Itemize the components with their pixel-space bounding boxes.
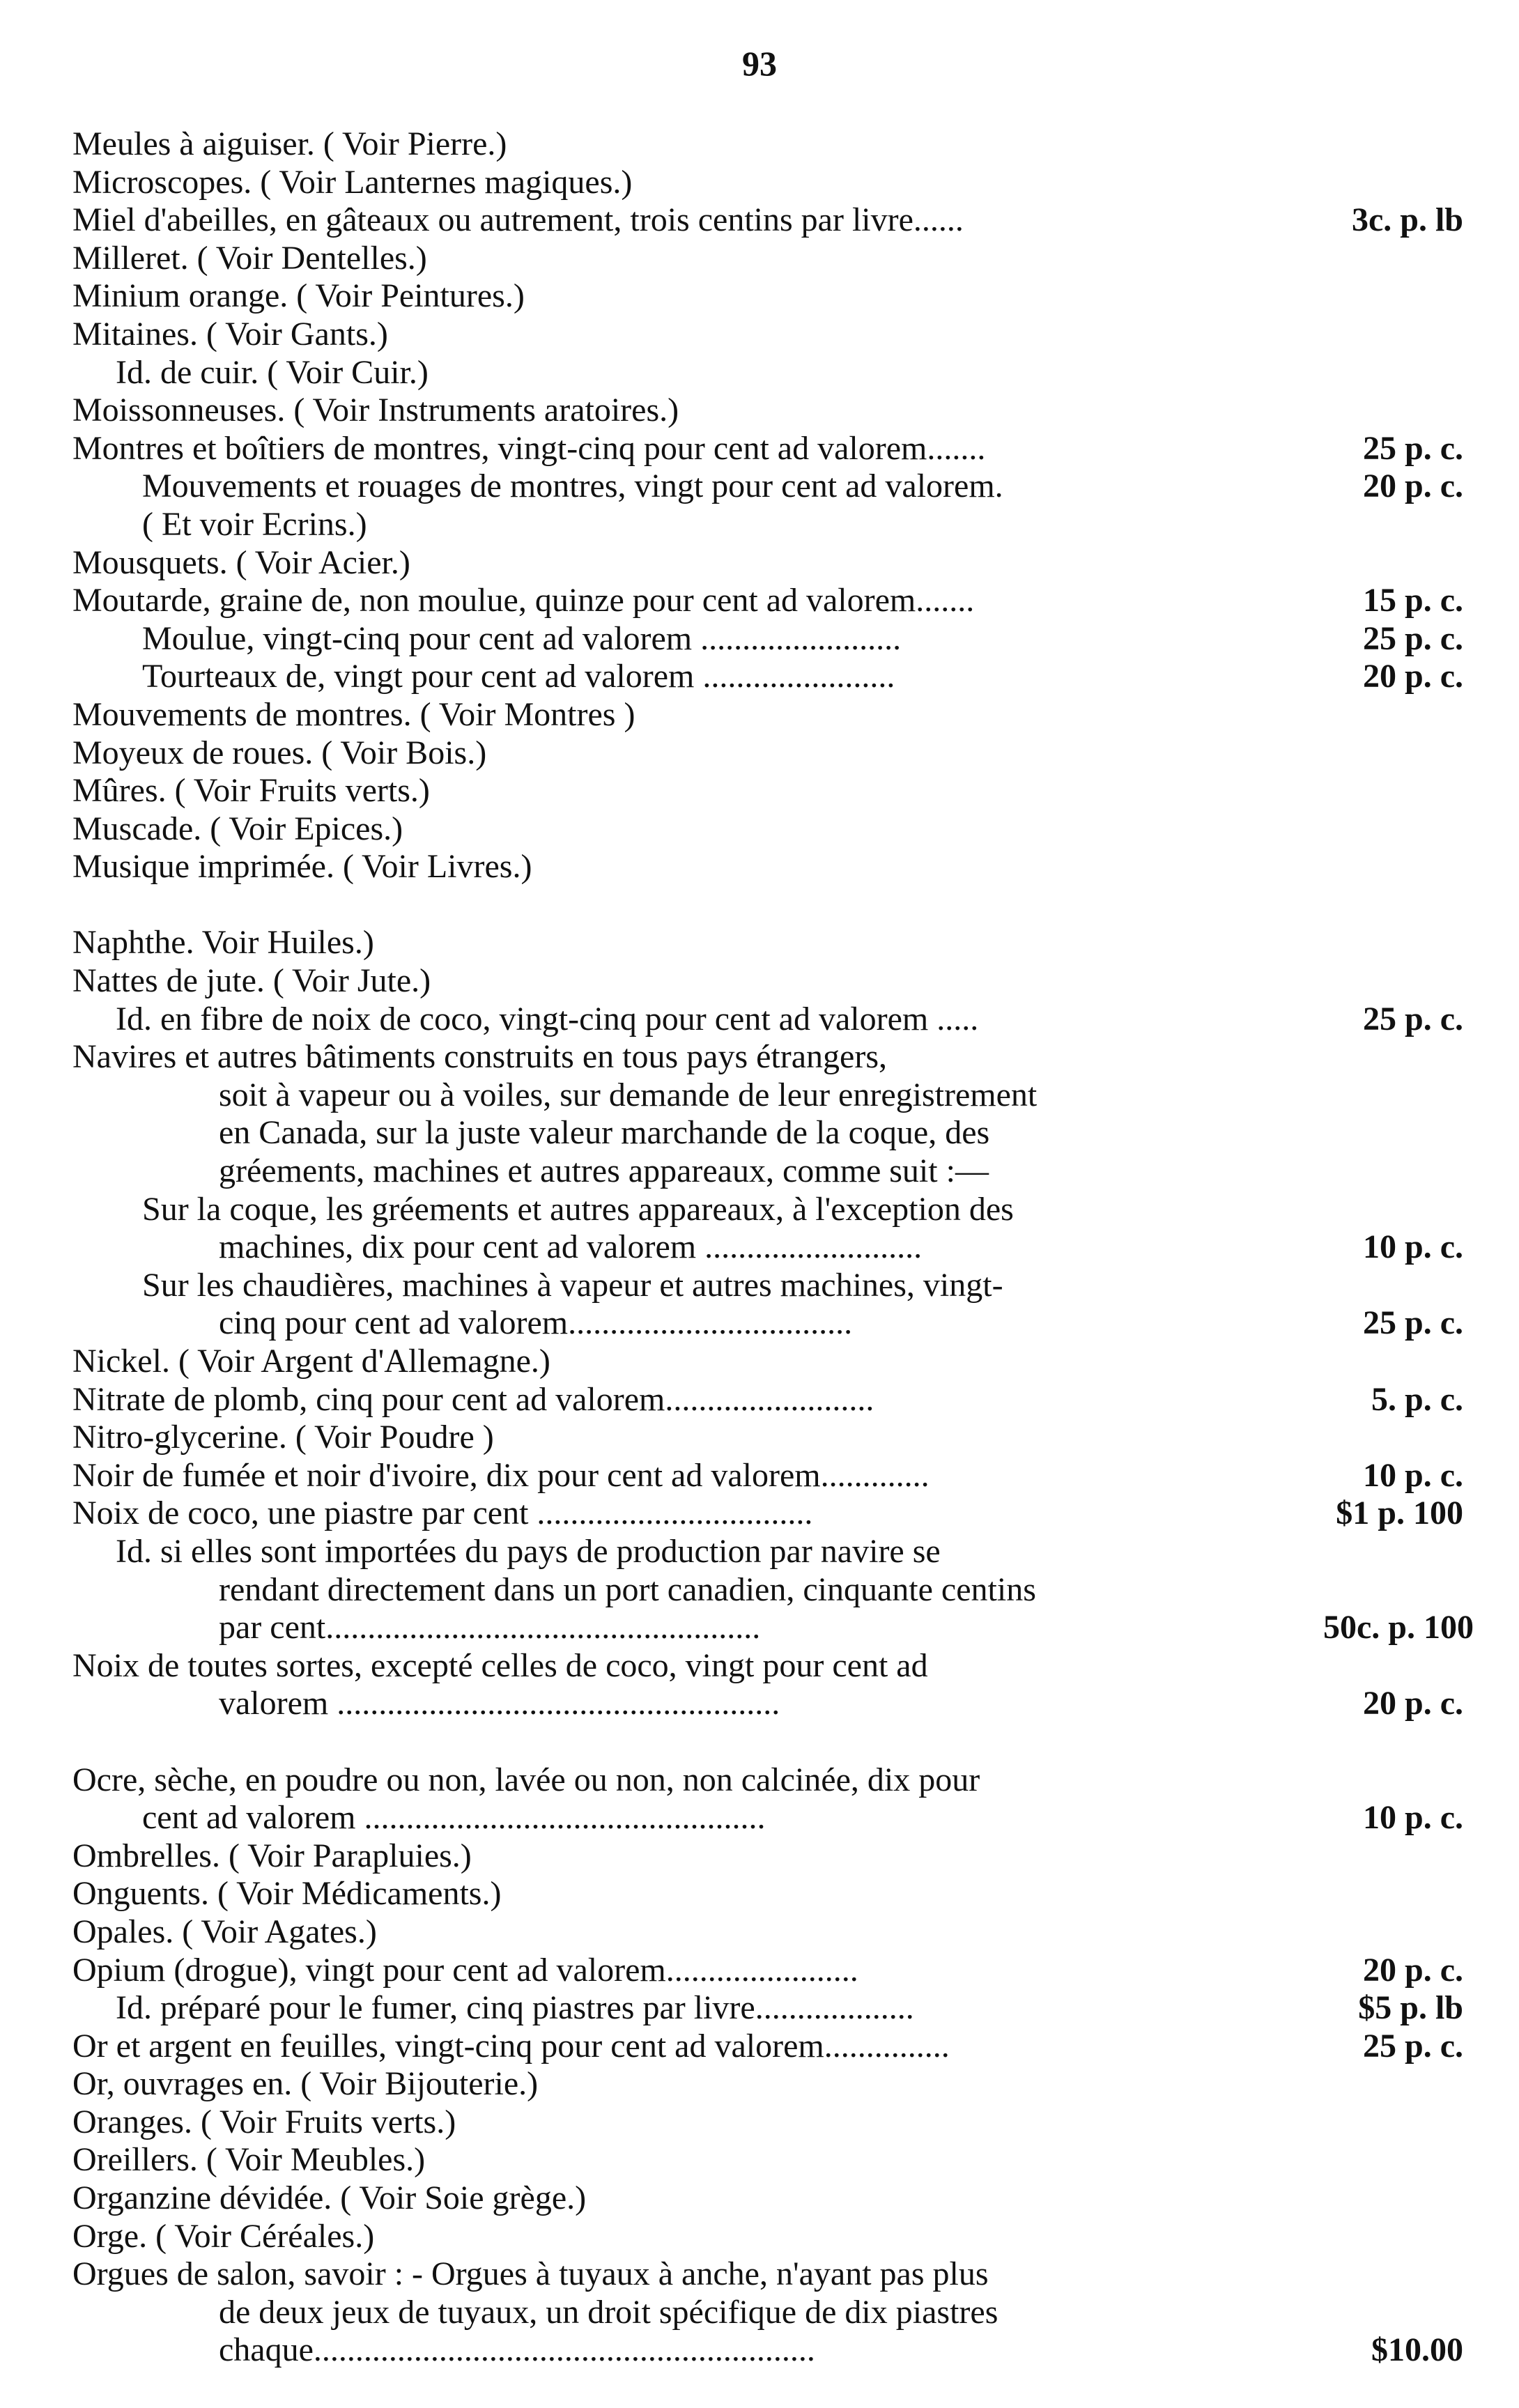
entry-text: Moyeux de roues. ( Voir Bois.): [72, 734, 487, 771]
entry-text: Ombrelles. ( Voir Parapluies.): [72, 1837, 472, 1874]
entry-rate: 5. p. c.: [1371, 1380, 1463, 1418]
entry-text: Noir de fumée et noir d'ivoire, dix pour cent ad valorem.............: [72, 1456, 930, 1494]
section-gap: [72, 1723, 1463, 1761]
entry-text: Or et argent en feuilles, vingt-cinq pour cent ad valorem...............: [72, 2027, 950, 2064]
tariff-entry: [72, 125, 1463, 164]
entry-text: Oreillers. ( Voir Meubles.): [72, 2141, 426, 2179]
tariff-entry: [72, 468, 1463, 506]
entry-text: Moutarde, graine de, non moulue, quinze pour cent ad valorem.......: [72, 582, 975, 619]
entry-text: Onguents. ( Voir Médicaments.): [72, 1875, 502, 1913]
tariff-entry: [72, 2331, 1463, 2370]
entry-text: Orge. ( Voir Céréales.): [72, 2217, 375, 2255]
tariff-entry: [72, 1419, 1463, 1457]
entry-text: Orgues de salon, savoir : - Orgues à tuyaux à anche, n'ayant pas plus: [72, 2255, 989, 2293]
entry-text: Sur la coque, les gréements et autres appareaux, à l'exception des: [142, 1190, 1014, 1228]
entry-text: Id. préparé pour le fumer, cinq piastres par livre...................: [116, 1989, 914, 2027]
entry-text: Noix de coco, une piastre par cent .................................: [72, 1495, 813, 1532]
tariff-entry: [72, 2179, 1463, 2218]
tariff-entry: [72, 1267, 1463, 1305]
entry-rate: 20 p. c.: [1363, 468, 1463, 505]
entry-rate: $10.00: [1371, 2331, 1463, 2369]
tariff-entry: [72, 277, 1463, 316]
entry-text: Or, ouvrages en. ( Voir Bijouterie.): [72, 2065, 539, 2103]
entry-text: Mouvements de montres. ( Voir Montres ): [72, 695, 635, 733]
entry-text: cinq pour cent ad valorem..................................: [219, 1304, 853, 1342]
entry-text: machines, dix pour cent ad valorem ..........................: [219, 1228, 923, 1266]
entry-text: Organzine dévidée. ( Voir Soie grège.): [72, 2179, 587, 2217]
tariff-entry: [72, 2255, 1463, 2294]
tariff-entry: [72, 354, 1463, 392]
tariff-entry: [72, 1495, 1463, 1533]
entry-rate: 20 p. c.: [1363, 1951, 1463, 1989]
tariff-entry: [72, 1001, 1463, 1039]
entry-text: Tourteaux de, vingt pour cent ad valorem .......................: [142, 658, 895, 695]
entry-text: Id. si elles sont importées du pays de production par navire se: [116, 1532, 941, 1570]
tariff-entry: [72, 1152, 1463, 1191]
entry-text: gréements, machines et autres appareaux, comme suit :—: [219, 1152, 989, 1190]
entry-text: Miel d'abeilles, en gâteaux ou autrement, trois centins par livre......: [72, 201, 964, 239]
entry-rate: $1 p. 100: [1336, 1495, 1463, 1532]
entry-rate: 50c. p. 100: [1323, 1609, 1474, 1646]
tariff-entry: [72, 1609, 1474, 1647]
tariff-entry: [72, 392, 1463, 430]
tariff-entry: [72, 1952, 1463, 1990]
tariff-entry: [72, 2028, 1463, 2066]
entry-text: Oranges. ( Voir Fruits verts.): [72, 2103, 456, 2140]
tariff-entry: [72, 1381, 1463, 1419]
tariff-entry: [72, 1228, 1463, 1267]
tariff-entry-list: [72, 125, 1474, 2370]
entry-text: Nitro-glycerine. ( Voir Poudre ): [72, 1419, 494, 1456]
entry-rate: 10 p. c.: [1363, 1456, 1463, 1494]
tariff-entry: [72, 1533, 1463, 1571]
entry-rate: 3c. p. lb: [1351, 201, 1463, 239]
tariff-entry: [72, 1038, 1463, 1076]
page-number: 93: [742, 44, 777, 83]
tariff-entry: [72, 1114, 1463, 1152]
entry-rate: 20 p. c.: [1363, 658, 1463, 695]
section-gap: [72, 886, 1463, 925]
tariff-entry: [72, 1191, 1463, 1229]
tariff-entry: [72, 1647, 1463, 1685]
tariff-entry: [72, 620, 1463, 658]
tariff-entry: [72, 696, 1463, 734]
entry-text: Mitaines. ( Voir Gants.): [72, 315, 388, 353]
tariff-entry: [72, 924, 1463, 962]
entry-text: Id. de cuir. ( Voir Cuir.): [116, 353, 429, 391]
tariff-entry: [72, 2065, 1463, 2104]
tariff-entry: [72, 1076, 1463, 1115]
tariff-entry: [72, 962, 1463, 1001]
tariff-entry: [72, 810, 1463, 849]
entry-text: Id. en fibre de noix de coco, vingt-cinq pour cent ad valorem .....: [116, 1000, 979, 1037]
entry-text: Mousquets. ( Voir Acier.): [72, 543, 410, 581]
entry-rate: 10 p. c.: [1363, 1228, 1463, 1266]
tariff-entry: [72, 1571, 1463, 1610]
tariff-entry: [72, 2294, 1463, 2332]
tariff-entry: [72, 1989, 1463, 2028]
entry-rate: 25 p. c.: [1363, 429, 1463, 467]
entry-rate: 20 p. c.: [1363, 1685, 1463, 1722]
tariff-entry: [72, 201, 1463, 240]
entry-text: Sur les chaudières, machines à vapeur et autres machines, vingt-: [142, 1266, 1003, 1304]
tariff-entry: [72, 2218, 1463, 2256]
entry-text: rendant directement dans un port canadien, cinquante centins: [219, 1570, 1036, 1608]
tariff-entry: [72, 506, 1463, 544]
entry-text: soit à vapeur ou à voiles, sur demande de leur enregistrement: [219, 1076, 1038, 1113]
tariff-entry: [72, 658, 1463, 696]
tariff-entry: [72, 240, 1463, 278]
entry-text: Mûres. ( Voir Fruits verts.): [72, 772, 430, 810]
tariff-entry: [72, 316, 1463, 354]
entry-rate: 15 p. c.: [1363, 582, 1463, 619]
tariff-entry: [72, 1343, 1463, 1381]
tariff-entry: [72, 1799, 1463, 1837]
tariff-entry: [72, 1837, 1463, 1876]
tariff-entry: [72, 582, 1463, 620]
tariff-entry: [72, 1685, 1463, 1723]
tariff-entry: [72, 848, 1463, 886]
entry-text: Minium orange. ( Voir Peintures.): [72, 277, 525, 315]
entry-text: Milleret. ( Voir Dentelles.): [72, 239, 427, 277]
tariff-entry: [72, 1457, 1463, 1495]
entry-text: Muscade. ( Voir Epices.): [72, 810, 403, 847]
entry-rate: 10 p. c.: [1363, 1799, 1463, 1837]
tariff-entry: [72, 772, 1463, 810]
entry-text: Nitrate de plomb, cinq pour cent ad valorem.........................: [72, 1380, 874, 1418]
tariff-entry: [72, 1913, 1463, 1952]
entry-rate: 25 p. c.: [1363, 2027, 1463, 2064]
tariff-entry: [72, 164, 1463, 202]
entry-rate: 25 p. c.: [1363, 619, 1463, 657]
tariff-entry: [72, 1304, 1463, 1343]
entry-text: Moissonneuses. ( Voir Instruments aratoires.): [72, 392, 679, 429]
entry-text: en Canada, sur la juste valeur marchande de la coque, des: [219, 1114, 990, 1152]
entry-text: Opales. ( Voir Agates.): [72, 1913, 377, 1950]
entry-rate: $5 p. lb: [1358, 1989, 1463, 2027]
entry-text: Microscopes. ( Voir Lanternes magiques.): [72, 163, 633, 201]
entry-text: Naphthe. Voir Huiles.): [72, 924, 374, 962]
entry-text: Meules à aiguiser. ( Voir Pierre.): [72, 125, 507, 162]
entry-text: Opium (drogue), vingt pour cent ad valorem.......................: [72, 1951, 858, 1989]
tariff-entry: [72, 2141, 1463, 2179]
entry-rate: 25 p. c.: [1363, 1304, 1463, 1342]
tariff-entry: [72, 1761, 1463, 1800]
entry-text: cent ad valorem ................................................: [142, 1799, 766, 1837]
tariff-entry: [72, 734, 1463, 773]
entry-text: Nattes de jute. ( Voir Jute.): [72, 962, 431, 1000]
entry-text: Ocre, sèche, en poudre ou non, lavée ou non, non calcinée, dix pour: [72, 1761, 980, 1798]
entry-text: Nickel. ( Voir Argent d'Allemagne.): [72, 1343, 550, 1380]
entry-text: par cent....................................................: [219, 1609, 761, 1646]
entry-rate: 25 p. c.: [1363, 1000, 1463, 1037]
entry-text: de deux jeux de tuyaux, un droit spécifique de dix piastres: [219, 2293, 998, 2331]
entry-text: Navires et autres bâtiments construits en tous pays étrangers,: [72, 1038, 888, 1076]
entry-text: Montres et boîtiers de montres, vingt-cinq pour cent ad valorem.......: [72, 429, 986, 467]
tariff-entry: [72, 544, 1463, 582]
entry-text: Moulue, vingt-cinq pour cent ad valorem ........................: [142, 619, 902, 657]
entry-text: ( Et voir Ecrins.): [142, 505, 367, 543]
entry-text: Mouvements et rouages de montres, vingt pour cent ad valorem.: [142, 468, 1003, 505]
tariff-entry: [72, 1875, 1463, 1913]
tariff-entry: [72, 430, 1463, 468]
entry-text: valorem .....................................................: [219, 1685, 780, 1722]
entry-text: chaque............................................................: [219, 2331, 815, 2369]
entry-text: Musique imprimée. ( Voir Livres.): [72, 848, 532, 886]
entry-text: Noix de toutes sortes, excepté celles de coco, vingt pour cent ad: [72, 1646, 928, 1684]
tariff-entry: [72, 2104, 1463, 2142]
